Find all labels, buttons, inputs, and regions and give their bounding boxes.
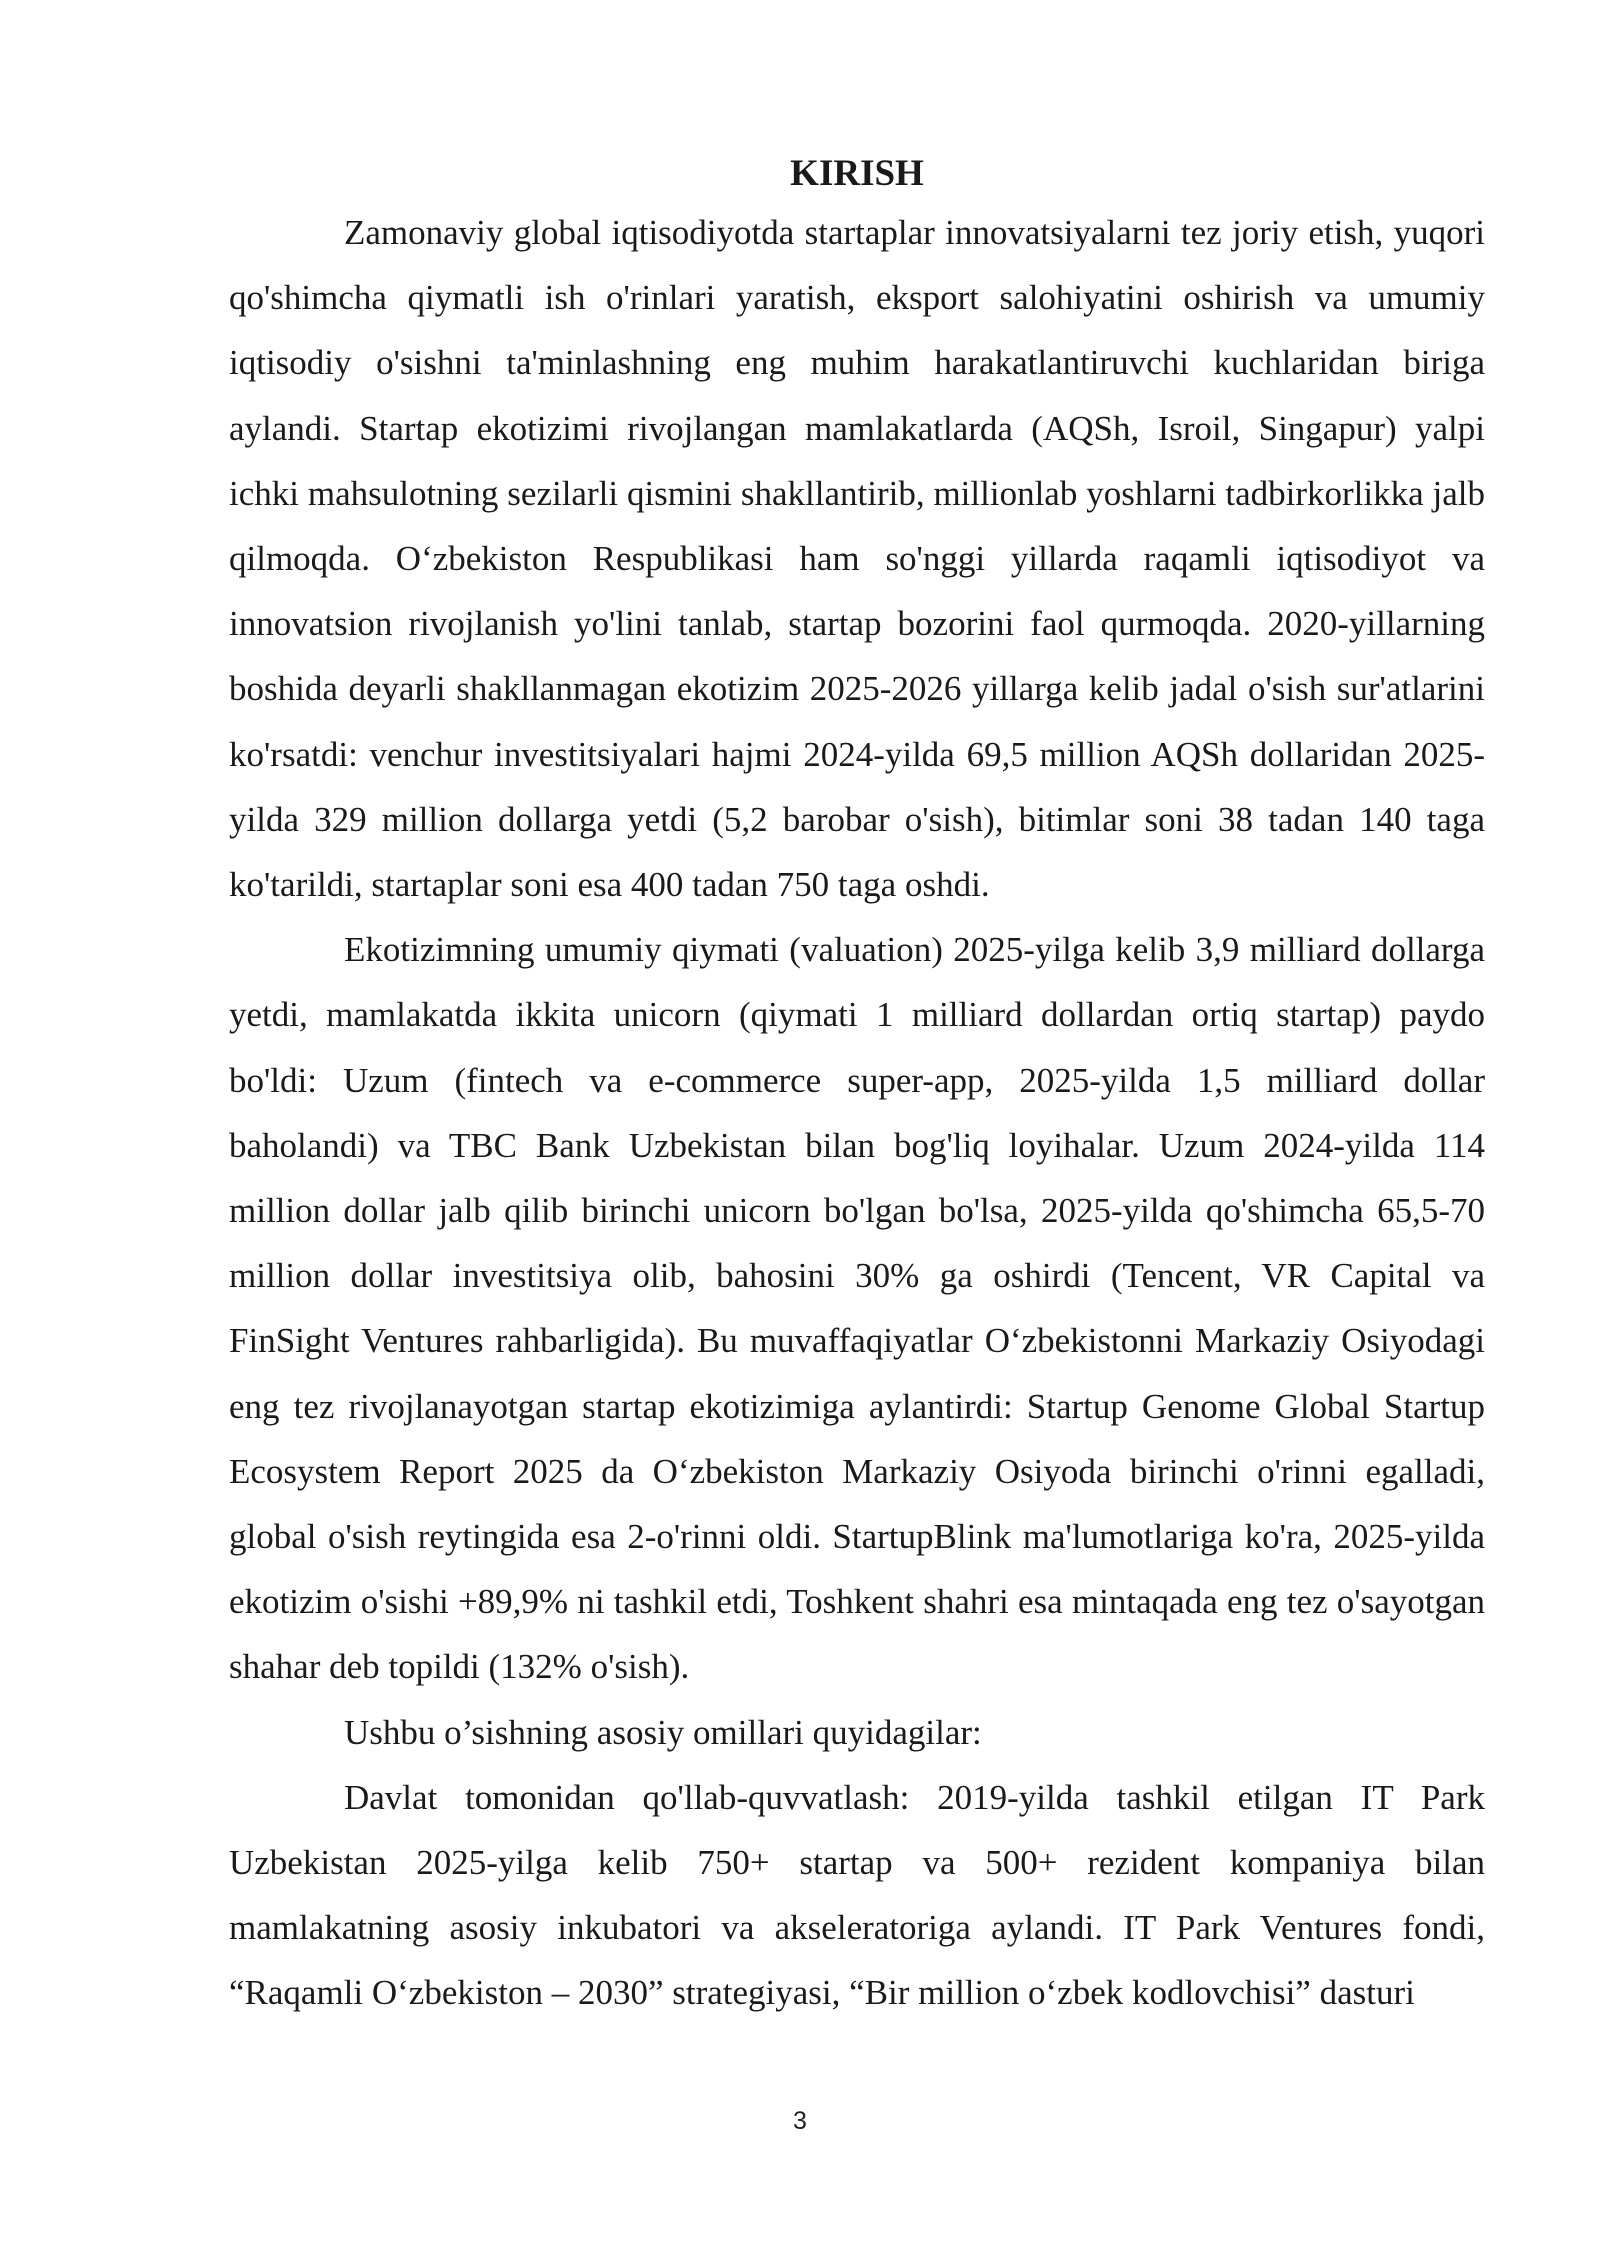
paragraph-intro: Zamonaviy global iqtisodiyotda startaplar innovatsiyalarni tez joriy etish, yuqori qo'shimcha qiymatli ish o'rinlari yaratish, eksport salohiyatini oshirish va umumiy iqtisodiy o'sishni ta'minlashning eng muhim harakatlantiruvchi kuchlaridan biriga aylandi. Startap ekotizimi rivojlangan mamlakatlarda (AQSh, Isroil, Singapur) yalpi ichki mahsulotning sezilarli qismini shakllantirib, millionlab yoshlarni tadbirkorlikka jalb qilmoqda. O‘zbekiston Respublikasi ham so'nggi yillarda raqamli iqtisodiyot va innovatsion rivojlanish yo'lini tanlab, startap bozorini faol qurmoqda. 2020-yillarning boshida deyarli shakllanmagan ekotizim 2025-2026 yillarga kelib jadal o'sish sur'atlarini ko'rsatdi: venchur investitsiyalari hajmi 2024-yilda 69,5 million AQSh dollaridan 2025-yilda 329 million dollarga yetdi (5,2 barobar o'sish), bitimlar soni 38 tadan 140 taga ko'tarildi, startaplar soni esa 400 tadan 750 taga oshdi. xyxy=(229,213,1485,905)
page-content xyxy=(229,148,1485,2026)
paragraph-growth-factors-lead: Ushbu o’sishning asosiy omillari quyidagilar: xyxy=(344,1712,982,1752)
page-number: 3 xyxy=(793,2107,807,2135)
paragraph-ecosystem-valuation: Ekotizimning umumiy qiymati (valuation) 2025-yilga kelib 3,9 milliard dollarga yetdi, mamlakatda ikkita unicorn (qiymati 1 milliard dollardan ortiq startap) paydo bo'ldi: Uzum (fintech va e-commerce super-app, 2025-yilda 1,5 milliard dollar baholandi) va TBC Bank Uzbekistan bilan bog'liq loyihalar. Uzum 2024-yilda 114 million dollar jalb qilib birinchi unicorn bo'lgan bo'lsa, 2025-yilda qo'shimcha 65,5-70 million dollar investitsiya olib, bahosini 30% ga oshirdi (Tencent, VR Capital va FinSight Ventures rahbarligida). Bu muvaffaqiyatlar O‘zbekistonni Markaziy Osiyodagi eng tez rivojlanayotgan startap ekotizimiga aylantirdi: Startup Genome Global Startup Ecosystem Report 2025 da O‘zbekiston Markaziy Osiyoda birinchi o'rinni egalladi, global o'sish reytingida esa 2-o'rinni oldi. StartupBlink ma'lumotlariga ko'ra, 2025-yilda ekotizim o'sishi +89,9% ni tashkil etdi, Toshkent shahri esa mintaqada eng tez o'sayotgan shahar deb topildi (132% o'sish). xyxy=(229,930,1485,1687)
paragraph-state-support: Davlat tomonidan qo'llab-quvvatlash: 2019-yilda tashkil etilgan IT Park Uzbekistan 2025-yilga kelib 750+ startap va 500+ rezident kompaniya bilan mamlakatning asosiy inkubatori va akseleratoriga aylandi. IT Park Ventures fondi, “Raqamli O‘zbekiston – 2030” strategiyasi, “Bir million o‘zbek kodlovchisi” dasturi xyxy=(229,1777,1485,2013)
section-heading: KIRISH xyxy=(790,153,924,194)
